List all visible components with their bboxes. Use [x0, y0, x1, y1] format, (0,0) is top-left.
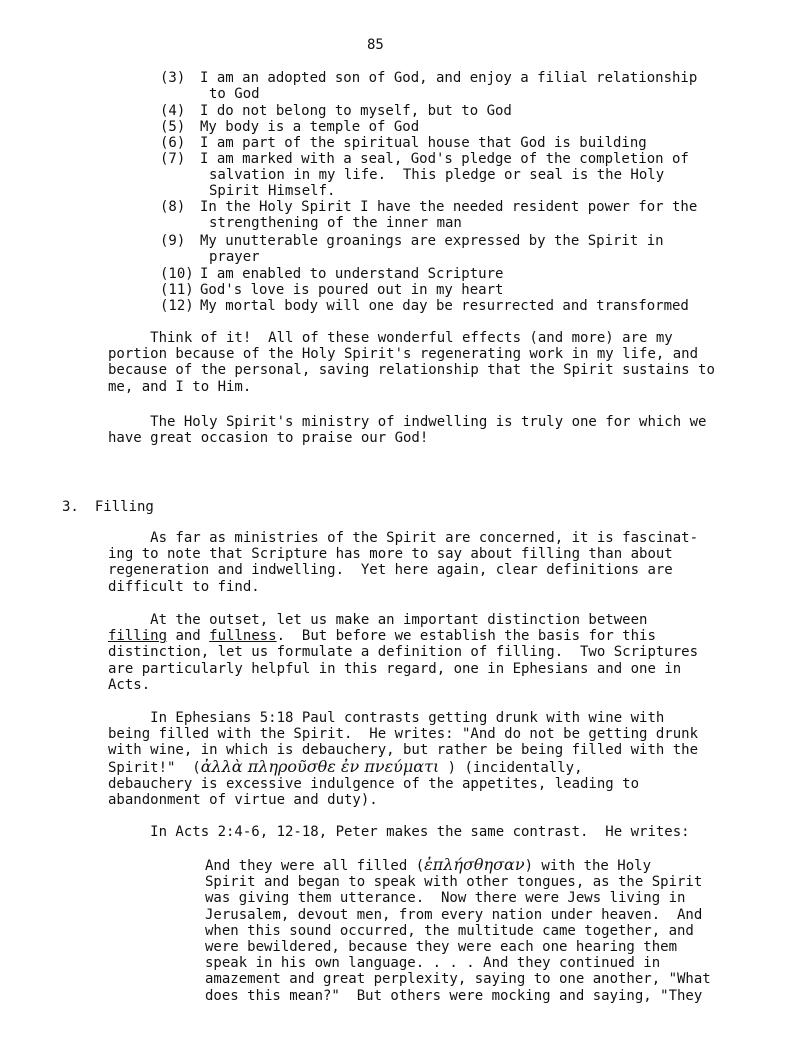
quote-line: when this sound occurred, the multitude came together, and [205, 922, 694, 939]
ministry-line: have great occasion to praise our God! [108, 430, 429, 447]
ephesians-line-4b: ) (incidentally, [439, 759, 583, 776]
quote-line: was giving them utterance. Now there were Jews living in [205, 890, 686, 907]
list-item-number: (11) [160, 282, 194, 298]
list-item-number: (7) [160, 151, 186, 167]
quote-line: speak in his own language. . . . And they continued in [205, 955, 661, 972]
think-line: me, and I to Him. [108, 378, 252, 395]
quote-line: were bewildered, because they were each one hearing them [205, 939, 678, 956]
term-filling: filling [108, 628, 168, 645]
ephesians-line-6: abandonment of virtue and duty). [108, 792, 378, 809]
section-number: 3. [62, 499, 79, 515]
list-item-number: (12) [160, 298, 194, 314]
list-item-number: (10) [160, 266, 194, 282]
list-item-number: (9) [160, 233, 186, 249]
list-item-text: Spirit Himself. [209, 183, 336, 200]
list-item-text: In the Holy Spirit I have the needed resident power for the [200, 199, 698, 215]
quote-line: amazement and great perplexity, saying to one another, "What [205, 971, 711, 988]
ephesians-line-2: being filled with the Spirit. He writes: "And do not be getting drunk [108, 726, 699, 743]
greek-ephesians: ἀλλὰ πληροῦσθε ἐν πνεύματι [200, 756, 440, 776]
outset-line-4: are particularly helpful in this regard, one in Ephesians and one in [108, 660, 682, 677]
list-item-number: (4) [160, 103, 186, 119]
list-item-number: (3) [160, 70, 186, 86]
fascinating-line: regeneration and indwelling. Yet here again, clear definitions are [108, 562, 673, 579]
greek-acts: ἐπλήσθησαν [424, 855, 525, 874]
outset-line-3: distinction, let us formulate a definition of filling. Two Scriptures [108, 644, 699, 661]
section-heading [62, 499, 154, 515]
paragraph-outset [108, 612, 698, 693]
ephesians-line-4a: Spirit!" ( [108, 759, 201, 776]
list-item-number: (8) [160, 199, 186, 215]
quote-line: Jerusalem, devout men, from every nation under heaven. And [205, 906, 703, 923]
think-line: because of the personal, saving relationship that the Spirit sustains to [108, 362, 715, 379]
paragraph-think-of-it [108, 330, 715, 395]
quote-line-1b: ) with the Holy [524, 858, 652, 874]
quote-line-1a: And they were all filled ( [205, 858, 425, 874]
term-fullness: fullness [209, 628, 277, 645]
fascinating-line: ing to note that Scripture has more to say about filling than about [108, 546, 673, 563]
list-item-text: prayer [209, 249, 260, 266]
paragraph-acts: In Acts 2:4-6, 12-18, Peter makes the same contrast. He writes: [108, 824, 690, 840]
ministry-line: The Holy Spirit's ministry of indwelling is truly one for which we [108, 414, 707, 430]
think-line: portion because of the Holy Spirit's regenerating work in my life, and [108, 346, 699, 363]
block-quote-acts [205, 857, 711, 1004]
list-item-text: I am part of the spiritual house that God is building [200, 135, 647, 151]
quote-line: Spirit and began to speak with other tongues, as the Spirit [205, 874, 703, 891]
list-item-text: I do not belong to myself, but to God [200, 103, 512, 119]
think-line: Think of it! All of these wonderful effects (and more) are my [108, 330, 673, 346]
outset-line-1: At the outset, let us make an important distinction between [108, 612, 648, 628]
list-item-text: My body is a temple of God [200, 119, 420, 135]
list-item-text: salvation in my life. This pledge or seal is the Holy [209, 167, 665, 184]
ephesians-line-1: In Ephesians 5:18 Paul contrasts getting drunk with wine with [108, 710, 665, 726]
list-item-text: God's love is poured out in my heart [200, 282, 504, 298]
ephesians-line-5: debauchery is excessive indulgence of the appetites, leading to [108, 775, 640, 792]
list-item-text: I am marked with a seal, God's pledge of the completion of [200, 151, 689, 167]
page-number: 85 [367, 37, 384, 53]
outset-and: and [167, 628, 210, 645]
outset-line-5: Acts. [108, 676, 151, 693]
section-title: Filling [94, 499, 154, 515]
list-item-number: (5) [160, 119, 186, 135]
ephesians-line-3: with wine, in which is debauchery, but rather be being filled with the [108, 742, 699, 759]
list-item-text: strengthening of the inner man [209, 215, 462, 232]
fascinating-line: As far as ministries of the Spirit are concerned, it is fascinat- [108, 530, 699, 546]
list-item-text: My mortal body will one day be resurrected and transformed [200, 298, 689, 314]
paragraph-indwelling-ministry [108, 414, 706, 446]
list-item-text: I am an adopted son of God, and enjoy a filial relationship [200, 70, 698, 86]
list-item-number: (6) [160, 135, 186, 151]
quote-line: does this mean?" But others were mocking and saying, "They [205, 987, 703, 1004]
list-item-text: to God [209, 86, 260, 103]
list-item-text: My unutterable groanings are expressed by the Spirit in [200, 233, 664, 249]
outset-line-2-rest: . But before we establish the basis for this [276, 628, 656, 645]
fascinating-line: difficult to find. [108, 578, 260, 595]
paragraph-ephesians [108, 710, 698, 808]
list-item-text: I am enabled to understand Scripture [200, 266, 504, 282]
paragraph-fascinating [108, 530, 698, 595]
